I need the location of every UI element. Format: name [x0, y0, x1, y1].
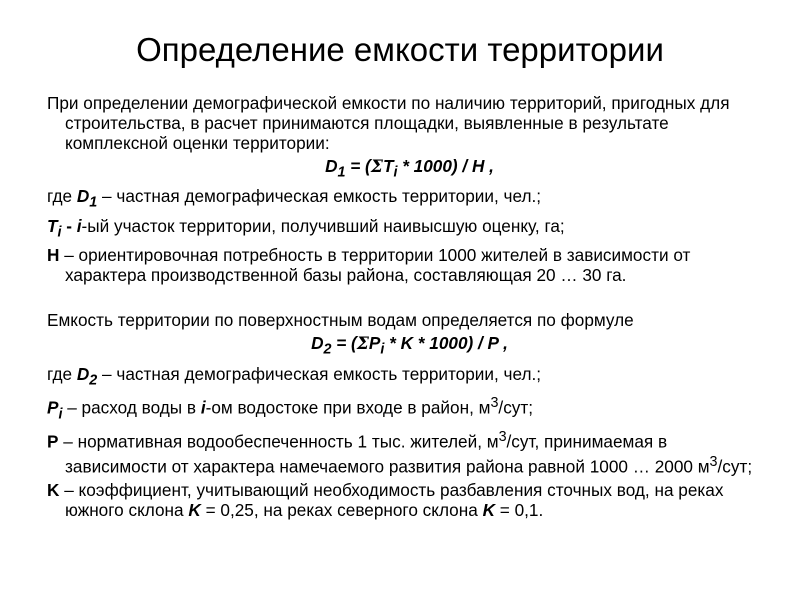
definition-ti-text: -ый участок территории, получивший наивысшую оценку, га;	[81, 215, 565, 236]
formula-d1-lhs-sub: 1	[337, 164, 346, 181]
definition-d1-term-sub: 1	[89, 194, 98, 211]
definition-k-term: K	[47, 479, 60, 500]
definition-p-text1: – нормативная водообеспеченность 1 тыс. жителей, м	[58, 432, 499, 453]
formula-d1-var: T	[382, 156, 394, 176]
definition-h-text: – ориентировочная потребность в территории 1000 жителей в зависимости от характера производственной базы района, составляющая 20 … 30 га.	[59, 245, 691, 286]
paragraph-intro: При определении демографической емкости по наличию территорий, пригодных для строительства, в расчет принимаются площадки, выявленные в результате комплексной оценки территории:	[47, 93, 730, 153]
definition-ti-term: T	[47, 215, 58, 236]
definition-ti	[47, 216, 772, 242]
definition-pi-text3: /сут;	[498, 397, 534, 418]
formula-d2-rest: * K * 1000) / P ,	[384, 333, 508, 354]
definition-ti-mid: -	[61, 215, 77, 236]
definition-p-sup2: 3	[709, 454, 718, 471]
formula-d2-lhs: D	[311, 333, 324, 354]
definition-h	[47, 245, 772, 285]
formula-d1	[47, 156, 772, 182]
formula-d2	[47, 333, 772, 359]
definition-pi-text2: -ом водостоке при входе в район, м	[205, 397, 491, 418]
definition-p-term: P	[47, 432, 59, 453]
definition-d1-lead: где	[47, 186, 77, 207]
definition-pi-term: P	[47, 397, 59, 418]
definition-k-k2: K	[482, 499, 495, 520]
definition-pi-i: i	[200, 397, 206, 418]
definition-p-sup1: 3	[498, 429, 507, 446]
definition-k-text1: – коэффициент, учитывающий необходимость разбавления сточных вод, на реках южного склона	[59, 479, 724, 520]
definition-d1-text: – частная демографическая емкость территории, чел.;	[97, 186, 542, 207]
formula-d1-eq: = (	[345, 156, 371, 176]
formula-d1-rest: * 1000) / H ,	[397, 156, 494, 176]
definition-k-k1: K	[188, 499, 201, 520]
formula-d2-lhs-sub: 2	[323, 341, 332, 358]
definition-d2-term: D	[76, 363, 90, 384]
definition-k	[47, 480, 772, 520]
definition-pi-text1: – расход воды в	[62, 397, 201, 418]
definition-ti-term-sub: i	[57, 224, 62, 241]
page-title: Определение емкости территории	[136, 31, 664, 68]
slide-body	[47, 93, 772, 523]
definition-p-text2: /сут, принимаемая в зависимости от характера намечаемого развития района равной 1000 … 2000 м	[65, 432, 710, 477]
definition-pi-sup: 3	[490, 395, 499, 412]
definition-d1-term: D	[76, 186, 90, 207]
definition-d2	[47, 364, 772, 390]
sigma-symbol: Σ	[370, 157, 383, 177]
formula-d1-lhs: D	[325, 156, 338, 176]
sigma-symbol: Σ	[356, 334, 369, 355]
definition-p	[47, 427, 772, 476]
paragraph-water: Емкость территории по поверхностным водам определяется по формуле	[47, 310, 634, 331]
definition-h-term: H	[47, 245, 60, 266]
definition-d1	[47, 186, 772, 212]
spacer	[47, 288, 772, 310]
definition-k-text3: = 0,1.	[495, 499, 544, 520]
formula-d2-eq: = (	[331, 333, 357, 354]
definition-pi	[47, 393, 772, 424]
definition-d2-text: – частная демографическая емкость территории, чел.;	[97, 363, 542, 384]
definition-pi-term-sub: i	[58, 406, 63, 423]
formula-d2-var: P	[368, 333, 381, 354]
definition-d2-lead: где	[47, 363, 77, 384]
definition-k-text2: = 0,25, на реках северного склона	[200, 499, 483, 520]
formula-d1-var-sub: i	[393, 164, 398, 181]
definition-ti-i: i	[76, 215, 82, 236]
definition-p-text3: /сут;	[717, 456, 753, 477]
formula-d2-var-sub: i	[380, 341, 385, 358]
definition-d2-term-sub: 2	[89, 372, 98, 389]
